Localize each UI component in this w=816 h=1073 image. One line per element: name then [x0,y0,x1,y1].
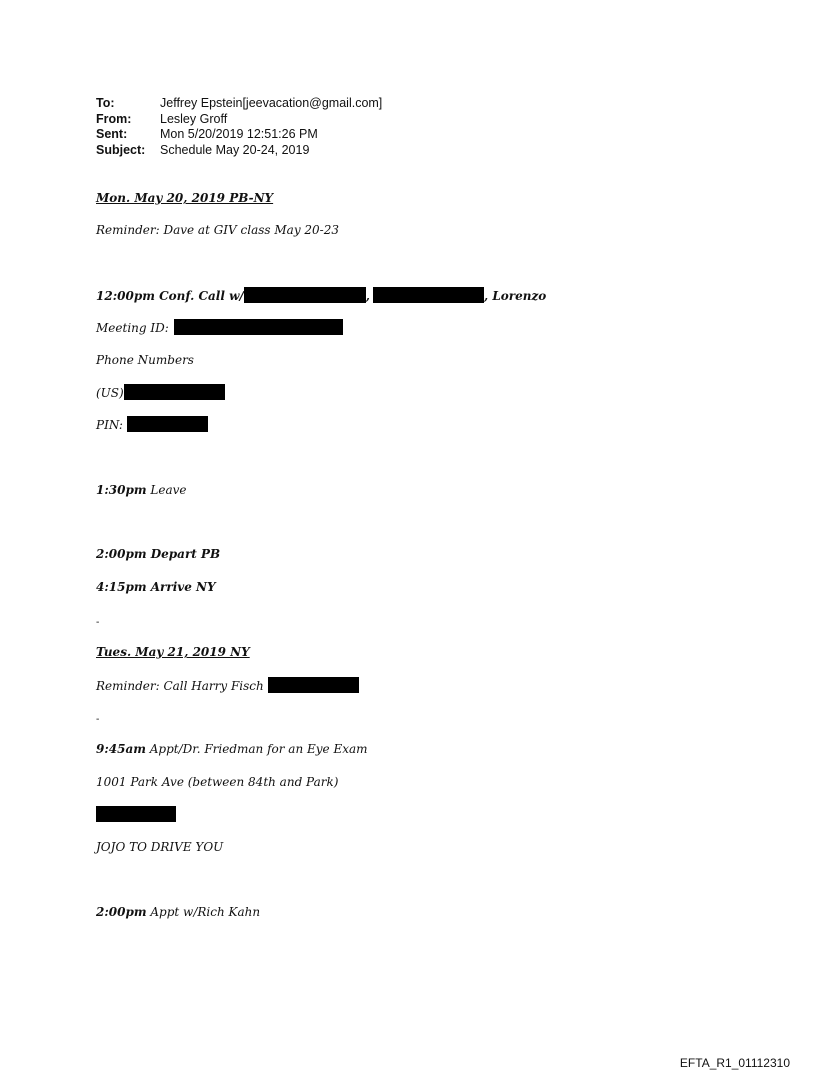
separator-dash: - [96,617,100,628]
eye-exam-line [96,741,368,757]
redaction-block [174,319,343,335]
subject-value: Schedule May 20-24, 2019 [160,142,310,157]
leave-text: Leave [146,483,187,497]
arrive-line: 4:15pm Arrive NY [96,580,216,594]
redaction-block [373,287,484,303]
day2-reminder: Reminder: Call Harry Fisch [96,679,264,693]
from-value: Lesley Groff [160,111,228,126]
us-label: (US) [96,386,124,400]
from-label: From: [96,111,132,126]
redaction-block [268,677,359,693]
leave-time: 1:30pm [96,483,147,497]
depart-line: 2:00pm Depart PB [96,547,221,561]
separator-dash: - [96,714,100,725]
subject-row [96,143,382,159]
conf-call-sep: , [365,289,370,303]
eye-exam-text: Appt/Dr. Friedman for an Eye Exam [145,742,368,756]
phone-numbers-label: Phone Numbers [96,353,194,367]
meeting-id-line [96,319,343,336]
sent-row [96,127,382,143]
subject-label: Subject: [96,142,146,157]
redaction-block [127,416,208,432]
eye-exam-time: 9:45am [96,742,146,756]
redacted-line [96,806,176,823]
day2-reminder-line [96,677,359,694]
day1-heading: Mon. May 20, 2019 PB-NY [96,191,274,205]
address-line: 1001 Park Ave (between 84th and Park) [96,775,339,789]
appt-line [96,904,260,920]
day1-reminder: Reminder: Dave at GIV class May 20-23 [96,223,339,237]
pin-label: PIN: [96,418,123,432]
document-id: EFTA_R1_01112310 [679,1056,790,1070]
leave-line [96,482,187,498]
us-phone-line [96,384,225,401]
driver-line: JOJO TO DRIVE YOU [96,840,224,854]
from-row [96,112,382,128]
conf-call-line [96,287,546,304]
to-value: Jeffrey Epstein[jeevacation@gmail.com] [160,96,383,110]
redaction-block [244,287,366,303]
day2-heading: Tues. May 21, 2019 NY [96,645,250,659]
sent-value: Mon 5/20/2019 12:51:26 PM [160,127,318,141]
sent-label: Sent: [96,127,128,141]
appt-text: Appt w/Rich Kahn [146,905,261,919]
to-label: To: [96,96,115,110]
conf-call-tail: , Lorenzo [483,289,547,303]
to-row [96,96,382,112]
appt-time: 2:00pm [96,905,147,919]
conf-call-title: 12:00pm Conf. Call w/ [96,289,244,303]
redaction-block [96,806,176,822]
pin-line [96,416,208,433]
meeting-id-label: Meeting ID: [96,321,169,335]
email-header [96,96,382,158]
redaction-block [124,384,225,400]
